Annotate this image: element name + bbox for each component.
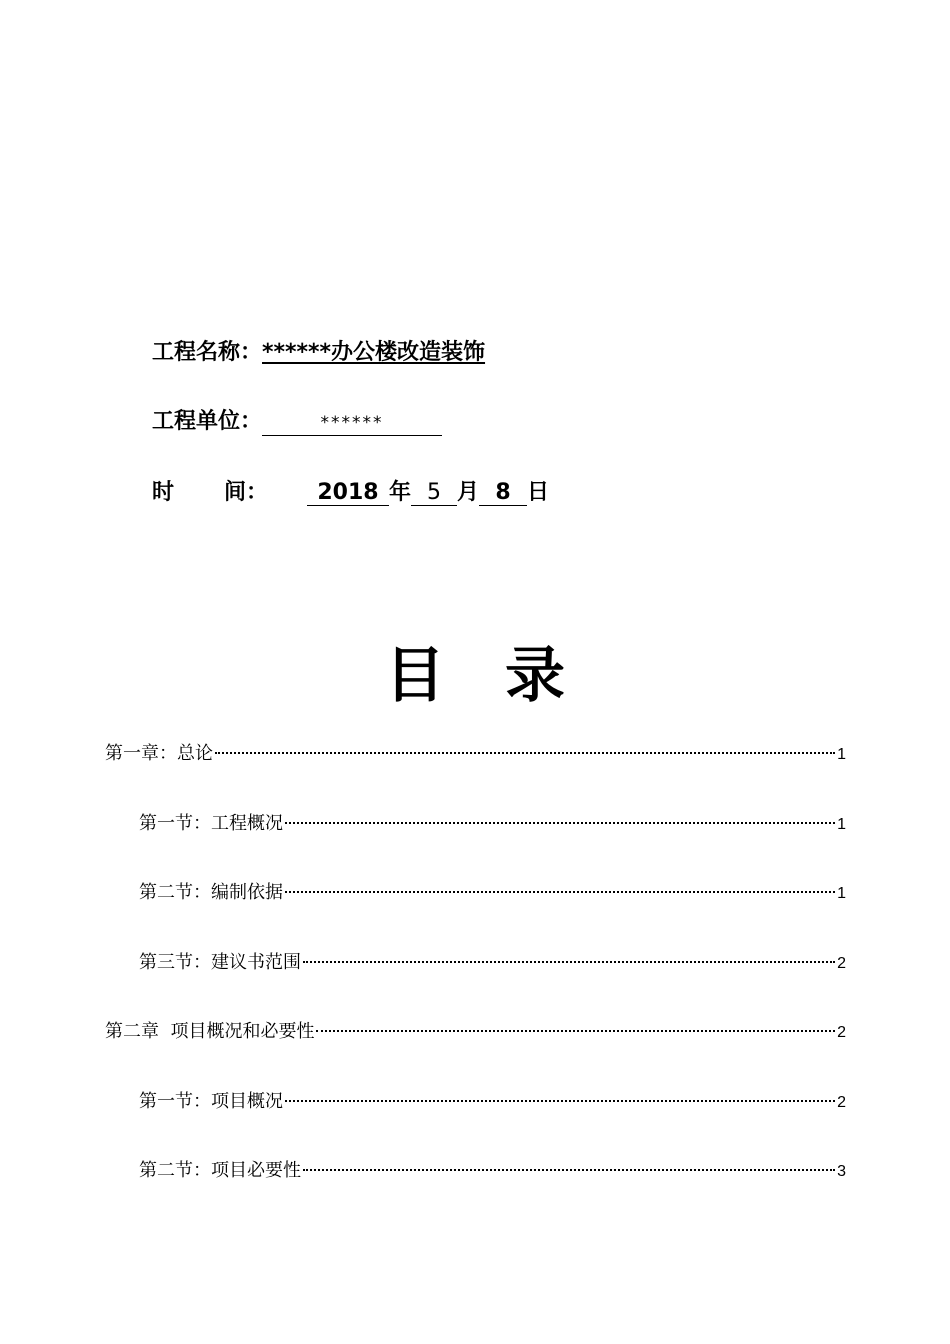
toc-entry-label: 第一节：项目概况 <box>139 1091 283 1112</box>
toc-dot-leader <box>285 822 835 824</box>
date-month-suffix: 月 <box>457 480 480 505</box>
toc-entry-section-1-2[interactable] <box>139 880 846 907</box>
project-unit-label: 工程单位： <box>152 409 263 434</box>
toc-entry-section-1-3[interactable] <box>139 950 846 977</box>
toc-dot-leader <box>285 891 835 893</box>
toc-entry-label: 第二章 项目概况和必要性 <box>105 1021 315 1042</box>
toc-entry-page: 1 <box>837 885 846 902</box>
toc-entry-section-1-1[interactable] <box>139 811 846 838</box>
toc-entry-page: 2 <box>837 1094 846 1111</box>
project-name-value: ******办公楼改造装饰 <box>262 340 486 365</box>
toc-entry-chapter-2[interactable] <box>105 1019 846 1046</box>
toc-entry-page: 3 <box>837 1163 846 1180</box>
toc-entry-label: 第一章：总论 <box>105 743 213 764</box>
toc-entry-page: 1 <box>837 816 846 833</box>
toc-entry-page: 2 <box>837 955 846 972</box>
toc-entry-chapter-1[interactable] <box>105 741 846 768</box>
toc-dot-leader <box>215 752 835 754</box>
toc-entry-label: 第二节：项目必要性 <box>139 1160 301 1181</box>
toc-entry-page: 1 <box>837 746 846 763</box>
date-line <box>152 478 549 508</box>
date-day: 8 <box>479 481 527 506</box>
time-label-2: 间： <box>224 480 269 505</box>
toc-dot-leader <box>316 1030 835 1032</box>
toc-entry-label: 第一节：工程概况 <box>139 813 283 834</box>
project-name-line <box>152 338 485 368</box>
project-unit-line <box>152 407 442 437</box>
toc-entry-page: 2 <box>837 1024 846 1041</box>
toc-entry-section-2-2[interactable] <box>139 1158 846 1185</box>
toc-dot-leader <box>303 1169 835 1171</box>
toc-entry-label: 第三节：建议书范围 <box>139 952 301 973</box>
project-unit-value: ****** <box>262 411 442 436</box>
toc-title: 目录 <box>385 641 625 711</box>
date-month: 5 <box>411 481 457 506</box>
date-year-suffix: 年 <box>389 480 412 505</box>
toc-entry-label: 第二节：编制依据 <box>139 882 283 903</box>
time-label-1: 时 <box>152 480 175 505</box>
toc-dot-leader <box>285 1100 835 1102</box>
date-day-suffix: 日 <box>527 480 550 505</box>
date-year: 2018 <box>307 481 389 506</box>
project-name-label: 工程名称： <box>152 340 263 365</box>
toc-dot-leader <box>303 961 835 963</box>
toc-entry-section-2-1[interactable] <box>139 1089 846 1116</box>
